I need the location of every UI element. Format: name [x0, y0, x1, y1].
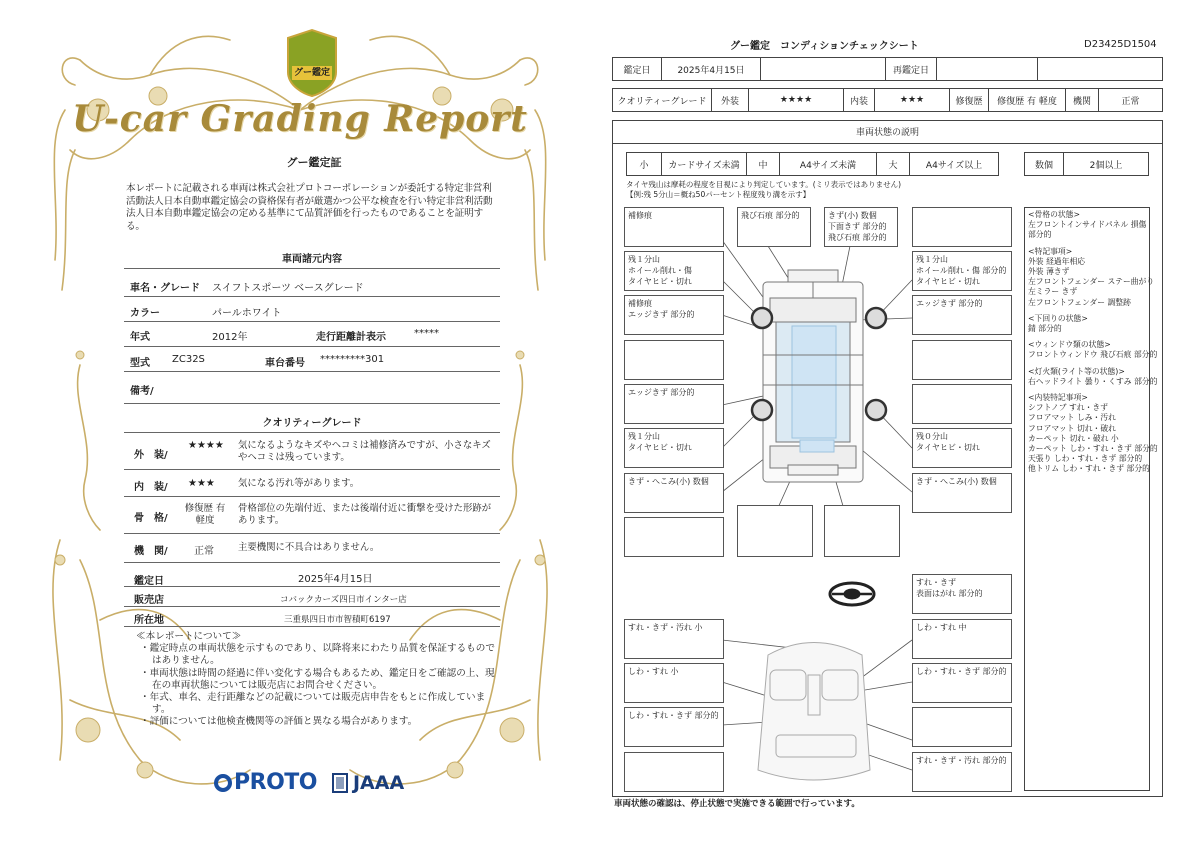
size-large-desc: A4サイズ以上	[909, 152, 999, 176]
divider	[124, 496, 500, 497]
box-line: 残１分山	[628, 255, 660, 264]
divider	[124, 533, 500, 534]
side-note-line: カーペット 切れ・破れ 小	[1028, 433, 1119, 443]
header-date-label: 鑑定日	[612, 57, 662, 81]
divider	[124, 606, 500, 607]
model-label: 型式	[130, 358, 150, 369]
quality-section-title: クオリティーグレード	[262, 418, 362, 429]
side-note-line: <内装特記事項>	[1028, 393, 1088, 403]
quality-exterior-label: 外 装/	[134, 450, 168, 461]
box-line: ホイール削れ・傷 部分的	[916, 266, 1007, 275]
divider	[124, 432, 500, 433]
mileage-value: *****	[414, 328, 439, 339]
exterior-note-box	[824, 505, 900, 557]
exterior-note-box	[737, 505, 813, 557]
box-line: タイヤヒビ・切れ	[628, 277, 692, 286]
exterior-note-box: 補修痕	[624, 207, 724, 247]
box-line: 残１分山	[916, 255, 948, 264]
note-item: ・年式、車名、走行距離などの記載については販売店申告をもとに作成しています。	[140, 692, 486, 716]
interior-note-box	[912, 707, 1012, 747]
box-line: タイヤヒビ・切れ	[916, 443, 980, 452]
exterior-note-box: きず・へこみ(小) 数個	[624, 473, 724, 513]
appraisal-date-label: 鑑定日	[134, 576, 164, 587]
grade-interior-label: 内装	[843, 88, 875, 112]
color-value: パールホワイト	[212, 308, 282, 319]
quality-interior-label: 内 装/	[134, 482, 168, 493]
store-value: コバックカーズ四日市インター店	[280, 595, 407, 605]
side-note-line: 左ミラー きず	[1028, 287, 1078, 297]
side-note-line: 錆 部分的	[1028, 324, 1062, 334]
grade-exterior-label: 外装	[711, 88, 749, 112]
tire-note-box	[624, 251, 724, 291]
box-line: きず(小) 数個	[828, 211, 877, 220]
chassis-value: *********301	[320, 354, 385, 365]
mileage-label: 走行距離計表示	[316, 332, 386, 343]
store-label: 販売店	[134, 595, 164, 606]
side-note-line: 左フロントフェンダー 調整跡	[1028, 297, 1131, 307]
document-number: D23425D1504	[1084, 39, 1157, 50]
side-note-line: 天張り しわ・すれ・きず 部分的	[1028, 454, 1143, 464]
jaaa-logo-text: JAAA	[352, 771, 405, 794]
box-line: 補修痕	[628, 299, 652, 308]
exterior-note-box: エッジきず 部分的	[624, 384, 724, 424]
interior-note-box: しわ・すれ 小	[624, 663, 724, 703]
grade-exterior-value: ★★★★	[748, 88, 844, 112]
header-reappraisal-value	[936, 57, 1038, 81]
exterior-note-box	[912, 384, 1012, 424]
quality-interior-desc: 気になる汚れ等があります。	[238, 478, 360, 489]
side-note-line: 他トリム しわ・すれ・きず 部分的	[1028, 464, 1150, 474]
quality-frame-grade: 修復歴 有 軽度	[184, 503, 226, 526]
side-note-line: <灯火類(ライト等の状態)>	[1028, 366, 1125, 376]
divider	[124, 296, 500, 297]
tire-note-box	[912, 428, 1012, 468]
proto-logo-text: PROTO	[234, 770, 317, 795]
report-notes	[136, 631, 500, 729]
divider	[124, 403, 500, 404]
divider	[124, 268, 500, 269]
note-item: ・評価については他検査機関等の評価と異なる場合があります。	[140, 716, 418, 728]
quality-frame-label: 骨 格/	[134, 513, 168, 524]
box-line: タイヤヒビ・切れ	[916, 277, 980, 286]
exterior-note-box: エッジきず 部分的	[912, 295, 1012, 335]
count-label: 数個	[1024, 152, 1064, 176]
grade-engine-value: 正常	[1098, 88, 1163, 112]
interior-note-box: しわ・すれ・きず 部分的	[912, 663, 1012, 703]
tire-note: タイヤ残山は摩耗の程度を目視により判定しています。(ミリ表示ではありません)	[626, 180, 902, 189]
box-line: すれ・きず	[916, 578, 956, 587]
tire-note-box	[624, 428, 724, 468]
explanation-title: 車両状態の説明	[612, 120, 1163, 144]
jaaa-logo	[331, 772, 404, 794]
side-note-line: <骨格の状態>	[1028, 210, 1081, 219]
box-line: 残０分山	[916, 432, 948, 441]
quality-interior-grade: ★★★	[188, 478, 215, 489]
grade-repair-value: 修復歴 有 軽度	[988, 88, 1066, 112]
note-item: ・鑑定時点の車両状態を示すものであり、以降将来にわたり品質を保証するものではありません。	[140, 643, 495, 667]
notes-title: ≪本レポートについて≫	[136, 631, 242, 642]
side-note-line: フロアマット 切れ・破れ	[1028, 423, 1116, 433]
tire-note-example: 【例:残 5分山＝概ね50パーセント程度残り溝を示す】	[626, 190, 811, 199]
appraisal-date-value: 2025年4月15日	[298, 574, 373, 585]
side-note-line: 部分的	[1028, 230, 1052, 240]
side-note-line: 外装 経過年相応	[1028, 256, 1086, 266]
certificate-title: グー鑑定証	[286, 156, 342, 169]
header-date-value: 2025年4月15日	[661, 57, 761, 81]
vehicle-section-title: 車両諸元内容	[282, 254, 342, 265]
box-line: ホイール削れ・傷	[628, 266, 692, 275]
count-desc: 2個以上	[1063, 152, 1149, 176]
header-reappraisal-label: 再鑑定日	[885, 57, 937, 81]
interior-note-box: しわ・すれ 中	[912, 619, 1012, 659]
address-label: 所在地	[134, 615, 164, 626]
certificate-body: 本レポートに記載される車両は株式会社プロトコーポレーションが委託する特定非営利活動法人日本自動車鑑定協会の資格保有者が厳選かつ公平な検査を行い特定非営利活動法人日本自動車鑑定協会の定める基準にて品質評価を行ったものであることを証明する。	[126, 183, 493, 232]
badge-text: グー鑑定	[293, 68, 330, 78]
model-value: ZC32S	[172, 354, 205, 365]
chassis-label: 車台番号	[265, 358, 305, 369]
exterior-note-box	[624, 295, 724, 335]
header-blank	[1037, 57, 1163, 81]
side-note-line: 右ヘッドライト 曇り・くすみ 部分的	[1028, 376, 1158, 386]
quality-engine-desc: 主要機関に不具合はありません。	[238, 542, 380, 553]
quality-exterior-desc: 気になるようなキズやヘコミは補修済みですが、小さなキズやヘコミは残っています。	[238, 440, 491, 463]
side-note-line: フロントウィンドウ 飛び石痕 部分的	[1028, 350, 1158, 360]
size-mid-desc: A4サイズ未満	[779, 152, 877, 176]
divider	[124, 346, 500, 347]
exterior-note-box: 飛び石痕 部分的	[737, 207, 811, 247]
box-line: 下面きず 部分的	[828, 222, 887, 231]
box-line: 飛び石痕 部分的	[828, 233, 887, 242]
side-note-line: 左フロントインサイドパネル 損傷	[1028, 220, 1147, 230]
exterior-note-box	[624, 517, 724, 557]
side-note-line: <特記事項>	[1028, 246, 1073, 256]
footer-logos	[214, 770, 404, 795]
divider	[124, 562, 500, 563]
year-value: 2012年	[212, 332, 248, 343]
grade-quality-label: クオリティーグレード	[612, 88, 712, 112]
side-note-line: <ウィンドウ類の状態>	[1028, 340, 1111, 350]
box-line: 残１分山	[628, 432, 660, 441]
divider	[124, 371, 500, 372]
year-label: 年式	[130, 332, 150, 343]
size-small-desc: カードサイズ未満	[661, 152, 747, 176]
exterior-note-box	[824, 207, 898, 247]
divider	[124, 321, 500, 322]
quality-frame-desc: 骨格部位の先端付近、または後端付近に衝撃を受けた形跡があります。	[238, 503, 492, 526]
condition-check-sheet	[600, 0, 1200, 848]
vehicle-name-value: スイフトスポーツ ベースグレード	[212, 283, 364, 294]
footer-note: 車両状態の確認は、停止状態で実施できる範囲で行っています。	[614, 799, 860, 809]
side-note-line: <下回りの状態>	[1028, 313, 1088, 323]
side-note-line: 左フロントフェンダー ステー曲がり	[1028, 277, 1155, 287]
exterior-note-box: きず・へこみ(小) 数個	[912, 473, 1012, 513]
box-line: エッジきず 部分的	[628, 310, 695, 319]
color-label: カラー	[130, 308, 160, 319]
side-note-line: 外装 薄きず	[1028, 267, 1070, 277]
jaaa-mark-icon	[331, 772, 349, 794]
report-title: U-car Grading Report	[72, 98, 528, 140]
side-note-line: シフトノブ すれ・きず	[1028, 403, 1108, 413]
address-value: 三重県四日市市智積町6197	[284, 615, 391, 625]
side-notes	[1028, 210, 1158, 475]
proto-mark-icon	[214, 774, 232, 792]
grade-repair-label: 修復歴	[949, 88, 989, 112]
header-blank	[760, 57, 886, 81]
note-item: ・車両状態は時間の経過に伴い変化する場合もあるため、鑑定日をご確認の上、現在の車両状態については販売店にお問合せください。	[140, 667, 495, 691]
interior-note-box: すれ・きず・汚れ 部分的	[912, 752, 1012, 792]
quality-exterior-grade: ★★★★	[188, 440, 224, 451]
tire-note-box	[912, 251, 1012, 291]
exterior-note-box	[912, 207, 1012, 247]
badge-label	[288, 40, 336, 78]
quality-engine-grade: 正常	[194, 546, 214, 557]
vehicle-name-label: 車名・グレード	[130, 283, 200, 294]
quality-engine-label: 機 関/	[134, 546, 168, 557]
box-line: タイヤヒビ・切れ	[628, 443, 692, 452]
size-large: 大	[876, 152, 910, 176]
sheet-title: グー鑑定 コンディションチェックシート	[730, 41, 919, 52]
interior-note-box: すれ・きず・汚れ 小	[624, 619, 724, 659]
side-note-line: カーペット しわ・すれ・きず 部分的	[1028, 444, 1158, 454]
box-line: 表面はがれ 部分的	[916, 589, 983, 598]
exterior-note-box	[624, 340, 724, 380]
size-small: 小	[626, 152, 662, 176]
grade-interior-value: ★★★	[874, 88, 950, 112]
divider	[124, 626, 500, 627]
grade-engine-label: 機関	[1065, 88, 1099, 112]
divider	[124, 469, 500, 470]
remarks-label: 備考/	[130, 386, 154, 397]
size-mid: 中	[746, 152, 780, 176]
interior-note-box	[912, 574, 1012, 614]
interior-note-box	[624, 752, 724, 792]
proto-logo	[214, 770, 317, 795]
interior-note-box: しわ・すれ・きず 部分的	[624, 707, 724, 747]
side-note-line: フロアマット しみ・汚れ	[1028, 413, 1116, 423]
exterior-note-box	[912, 340, 1012, 380]
divider	[124, 586, 500, 587]
